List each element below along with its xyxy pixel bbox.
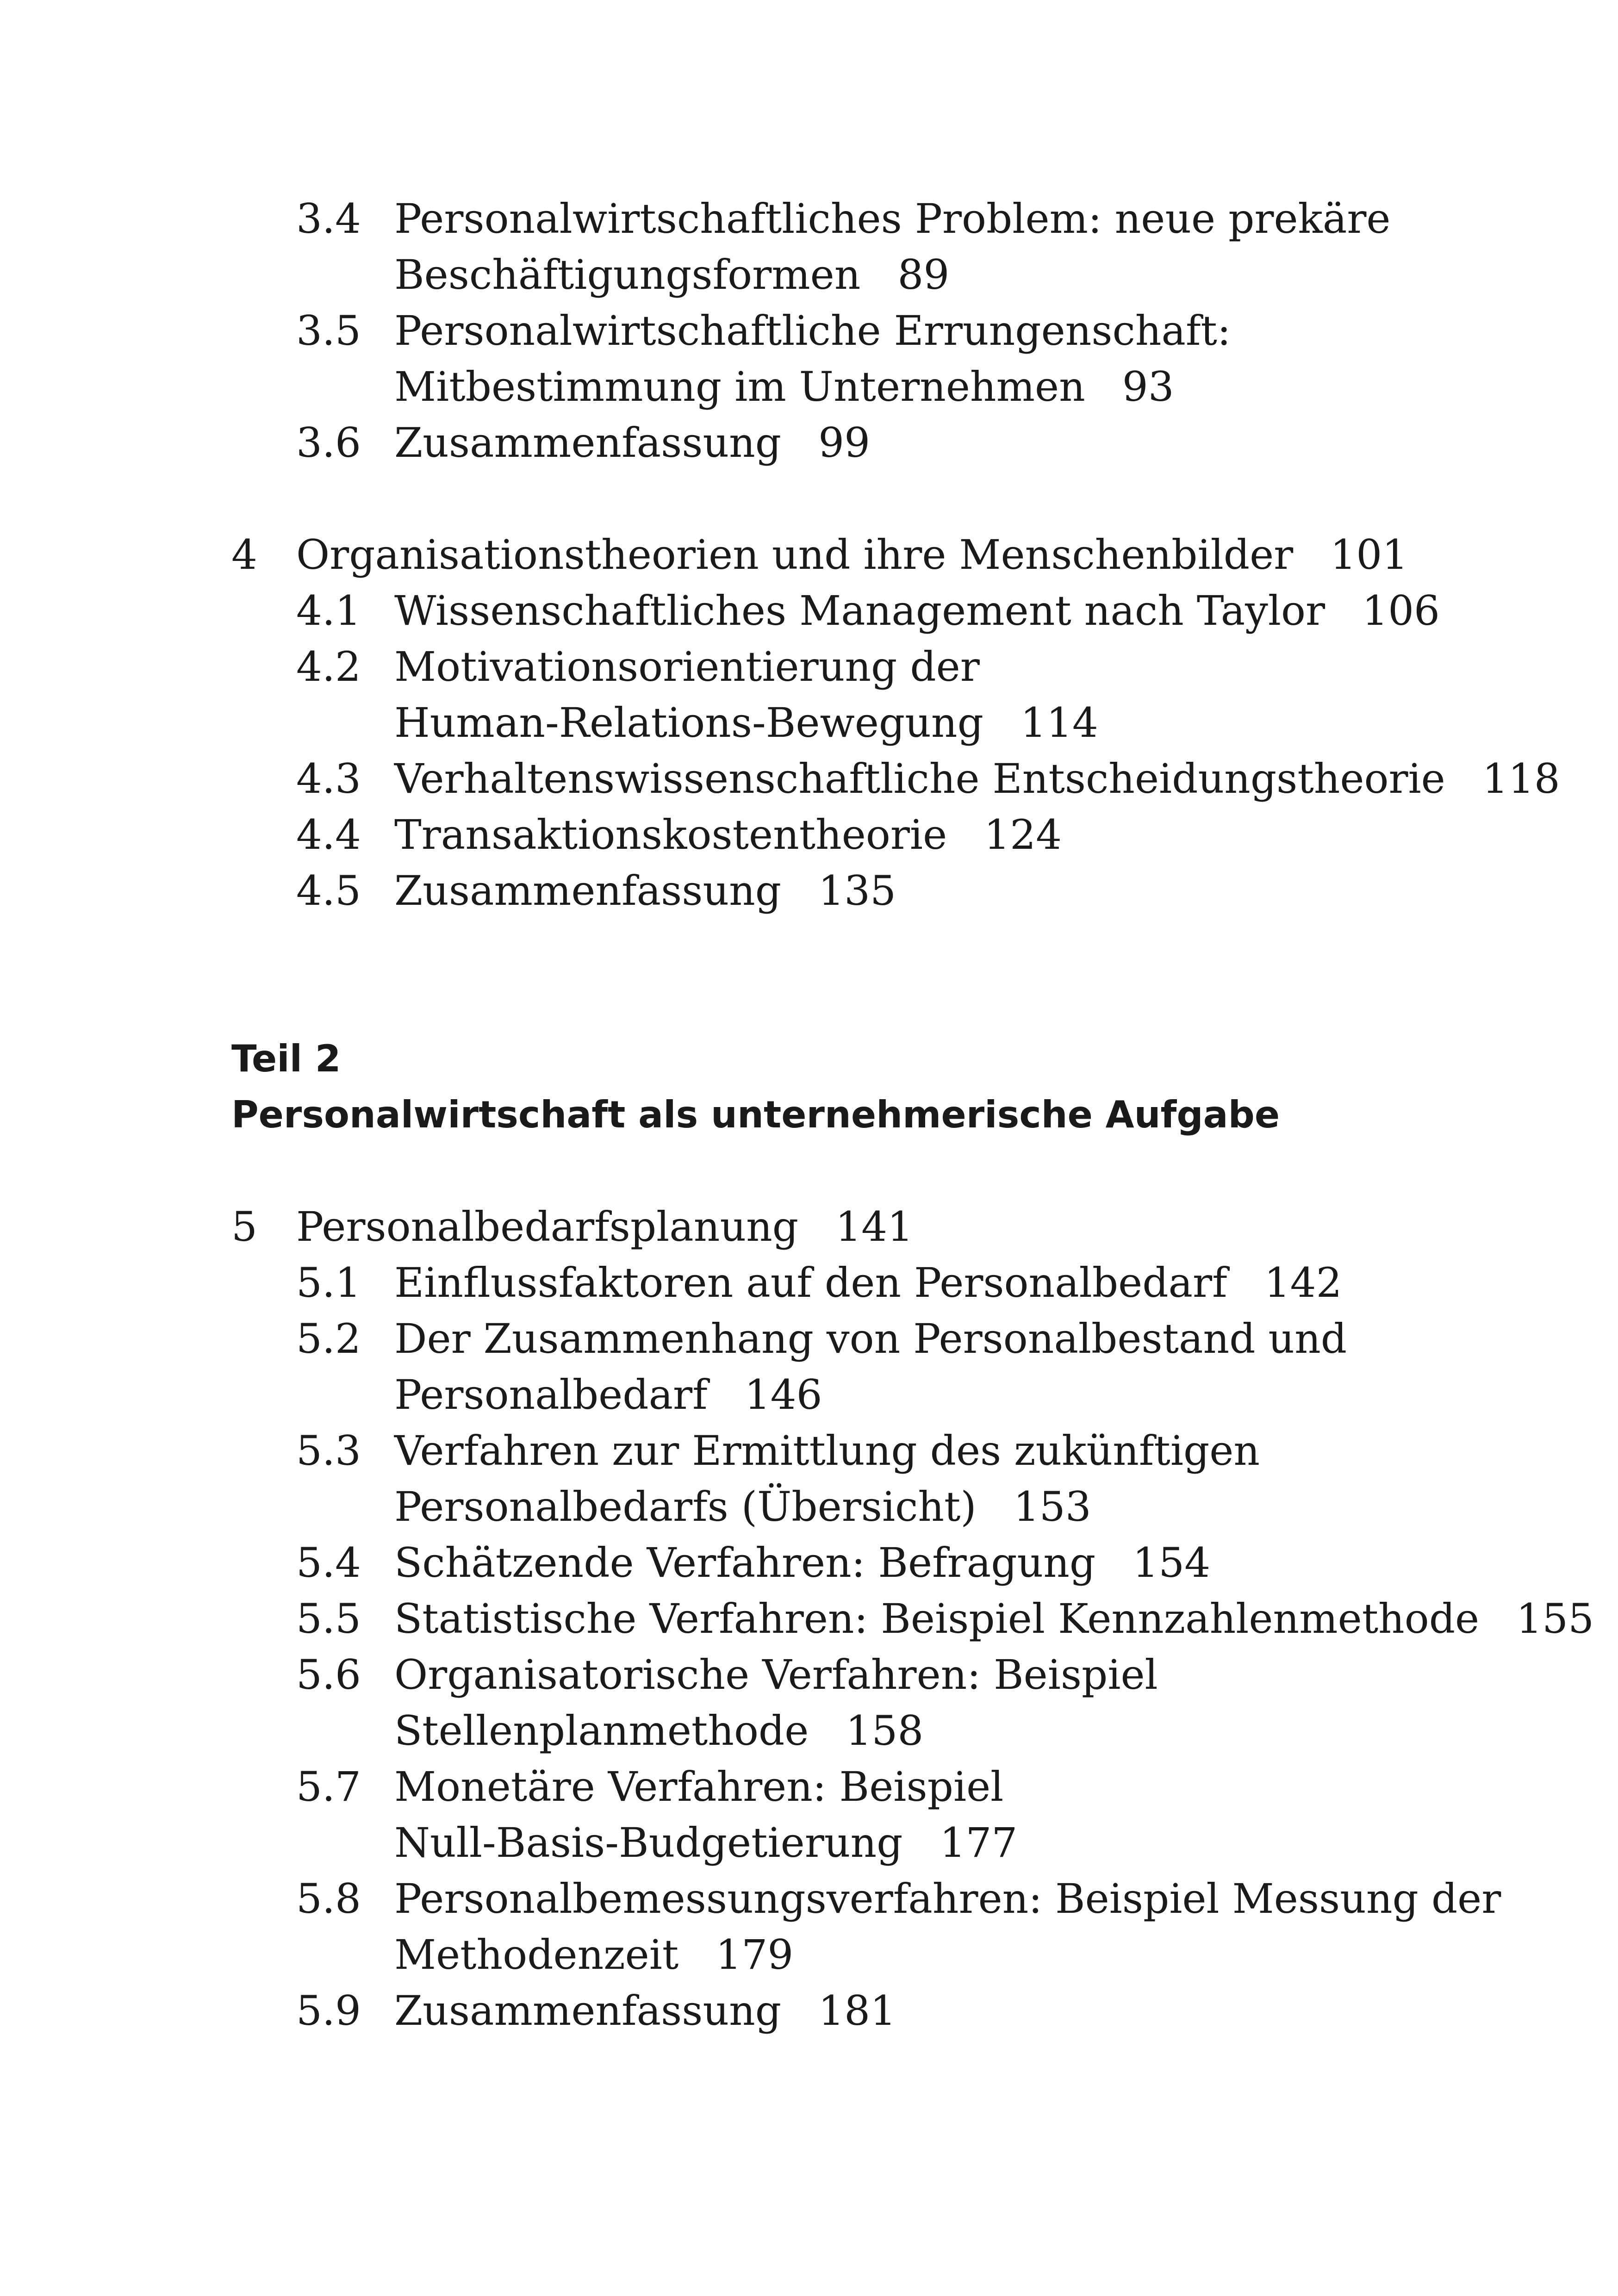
toc-chapter-4[interactable] [231, 527, 1481, 583]
toc-chapter-5[interactable] [231, 1199, 1481, 1255]
section-title: Stellenplanmethode [394, 1707, 809, 1755]
page-number: 179 [716, 1931, 794, 1979]
section-number: 5.8 [296, 1875, 361, 1923]
section-number: 3.6 [296, 419, 361, 467]
section-title: Personalbemessungsverfahren: Beispiel Messung der [394, 1875, 1501, 1923]
section-title: Mitbestimmung im Unternehmen [394, 363, 1085, 411]
section-title: Verfahren zur Ermittlung des zukünftigen [394, 1427, 1260, 1475]
section-number: 5.5 [296, 1595, 361, 1643]
toc-entry[interactable] [231, 1255, 1481, 1311]
chapter-title: Personalbedarfsplanung [296, 1203, 799, 1251]
section-number: 5.2 [296, 1315, 361, 1363]
toc-entry[interactable] [231, 1591, 1594, 1647]
section-number: 4.4 [296, 811, 361, 859]
toc-entry-continuation[interactable] [231, 359, 1481, 415]
section-number: 4.2 [296, 643, 361, 691]
page-number: 158 [846, 1707, 924, 1755]
section-number: 5.6 [296, 1651, 361, 1699]
page-number: 153 [1013, 1483, 1091, 1531]
section-number: 5.7 [296, 1763, 361, 1811]
section-title: Zusammenfassung [394, 419, 782, 467]
toc-entry[interactable] [231, 639, 1481, 695]
section-title: Transaktionskostentheorie [394, 811, 947, 859]
toc-entry-continuation[interactable] [231, 1703, 1481, 1759]
section-number: 4.1 [296, 587, 361, 635]
toc-entry[interactable] [231, 751, 1560, 807]
toc-entry[interactable] [231, 583, 1481, 639]
section-title: Monetäre Verfahren: Beispiel [394, 1763, 1004, 1811]
page-number: 99 [818, 419, 871, 467]
page-number: 141 [835, 1203, 914, 1251]
section-title: Personalwirtschaftliche Errungenschaft: [394, 307, 1231, 355]
page-number: 118 [1482, 755, 1560, 803]
section-number: 5.4 [296, 1539, 361, 1587]
toc-entry[interactable] [231, 1535, 1481, 1591]
section-title: Verhaltenswissenschaftliche Entscheidungstheorie [394, 755, 1445, 803]
section-number: 5.3 [296, 1427, 361, 1475]
toc-entry-continuation[interactable] [231, 695, 1481, 751]
section-number: 5.1 [296, 1259, 361, 1307]
toc-entry-continuation[interactable] [231, 1367, 1481, 1423]
toc-entry[interactable] [231, 1983, 1481, 2039]
page-number: 124 [984, 811, 1062, 859]
section-title: Zusammenfassung [394, 1987, 782, 2035]
section-number: 3.4 [296, 195, 361, 243]
page-number: 106 [1362, 587, 1440, 635]
page-number: 135 [818, 867, 896, 915]
page-number: 154 [1133, 1539, 1211, 1587]
toc-entry[interactable] [231, 1311, 1481, 1367]
section-title: Methodenzeit [394, 1931, 679, 1979]
toc-entry[interactable] [231, 1871, 1501, 1927]
table-of-contents [231, 191, 1594, 2039]
section-number: 4.3 [296, 755, 361, 803]
page-number: 93 [1122, 363, 1174, 411]
toc-entry[interactable] [231, 303, 1481, 359]
toc-entry[interactable] [231, 863, 1481, 919]
section-title: Null-Basis-Budgetierung [394, 1819, 903, 1867]
toc-entry[interactable] [231, 1423, 1481, 1479]
section-title: Organisatorische Verfahren: Beispiel [394, 1651, 1158, 1699]
section-title: Motivationsorientierung der [394, 643, 980, 691]
section-title: Der Zusammenhang von Personalbestand und [394, 1315, 1347, 1363]
section-title: Zusammenfassung [394, 867, 782, 915]
page-number: 114 [1020, 699, 1098, 747]
section-title: Personalwirtschaftliches Problem: neue prekäre [394, 195, 1391, 243]
part-label: Teil 2 [231, 1037, 341, 1080]
section-title: Einflussfaktoren auf den Personalbedarf [394, 1259, 1227, 1307]
page-number: 146 [744, 1371, 822, 1419]
toc-entry[interactable] [231, 415, 1481, 471]
page-number: 101 [1330, 531, 1408, 579]
section-title: Schätzende Verfahren: Befragung [394, 1539, 1096, 1587]
section-title: Wissenschaftliches Management nach Taylor [394, 587, 1326, 635]
chapter-number: 5 [231, 1203, 257, 1251]
section-title: Human-Relations-Bewegung [394, 699, 983, 747]
page-number: 177 [940, 1819, 1018, 1867]
section-title: Personalbedarf [394, 1371, 708, 1419]
toc-entry-continuation[interactable] [231, 1815, 1481, 1871]
page-number: 181 [818, 1987, 896, 2035]
section-title: Beschäftigungsformen [394, 251, 861, 299]
toc-block-chapter-4 [231, 583, 1560, 919]
toc-block-chapter-3 [231, 191, 1481, 471]
toc-entry[interactable] [231, 191, 1481, 247]
toc-entry-continuation[interactable] [231, 1479, 1481, 1535]
toc-entry[interactable] [231, 1647, 1481, 1703]
section-number: 5.9 [296, 1987, 361, 2035]
page-number: 142 [1264, 1259, 1342, 1307]
chapter-number: 4 [231, 531, 257, 579]
section-number: 3.5 [296, 307, 361, 355]
section-title: Personalbedarfs (Übersicht) [394, 1483, 977, 1531]
toc-entry[interactable] [231, 1759, 1481, 1815]
page-number: 155 [1516, 1595, 1594, 1643]
section-title: Statistische Verfahren: Beispiel Kennzahlenmethode [394, 1595, 1480, 1643]
toc-entry[interactable] [231, 807, 1481, 863]
part-title: Personalwirtschaft als unternehmerische Aufgabe [231, 1093, 1280, 1136]
page-number: 89 [897, 251, 950, 299]
section-number: 4.5 [296, 867, 361, 915]
chapter-title: Organisationstheorien und ihre Menschenbilder [296, 531, 1294, 579]
toc-entry-continuation[interactable] [231, 1927, 1481, 1983]
toc-entry-continuation[interactable] [231, 247, 1481, 303]
toc-block-chapter-5 [231, 1255, 1594, 2039]
